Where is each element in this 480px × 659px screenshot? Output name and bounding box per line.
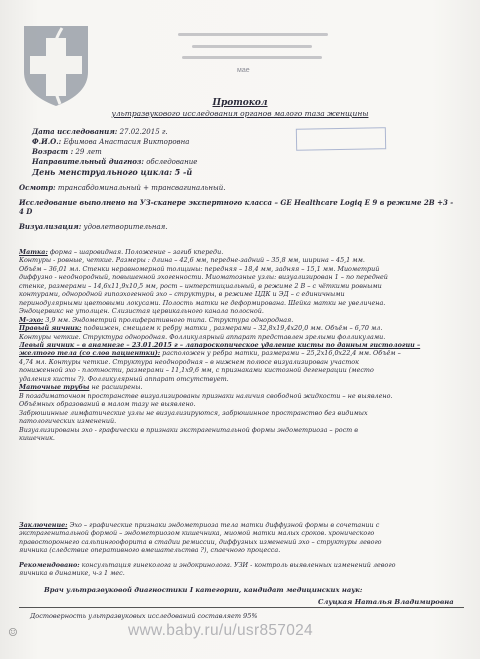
- recommendation-line: [19, 561, 464, 569]
- cycle-row: [32, 168, 192, 178]
- findings-text: В позадиматочном пространстве визуализированы признаки наличия свободной жидкости – не выявлено.: [19, 391, 393, 400]
- findings-line: [19, 417, 464, 425]
- fio-value: Ефимова Анастасия Викторовна: [63, 138, 190, 146]
- fio-label: Ф.И.О.:: [32, 137, 62, 146]
- findings-line: [19, 324, 464, 332]
- watermark-icon: ☺: [8, 626, 18, 639]
- findings-text: расположен у ребра матки, размерами – 25,2х16,0х22,4 мм. Объём –: [160, 349, 401, 358]
- findings-line: [19, 349, 464, 357]
- conclusion-line: экстрагенитальной формой – эндометриозом кишечника, миомой матки малых сроков. хронического: [19, 529, 375, 538]
- recommendation-label: Рекомендовано:: [19, 561, 80, 569]
- age-label: Возраст :: [32, 147, 74, 156]
- findings-text: стенке, размерами – 14,6х11,9х10,5 мм, рост – интерстициальный, в режиме 2 В – с чёткими ровными: [19, 281, 382, 290]
- findings-heading: Правый яичник:: [19, 324, 82, 333]
- findings-line: [19, 434, 464, 442]
- fio-row: [32, 138, 189, 147]
- findings-text: Контуры четкие. Структура однородная. Фолликулярный аппарат представлен зрелыми фолликулами.: [19, 332, 386, 341]
- doctor-role: Врач ультразвуковой диагностики I категории, кандидат медицинских наук:: [44, 586, 363, 594]
- date-row: [32, 128, 168, 137]
- findings-line: [19, 366, 464, 374]
- findings-line: [19, 265, 464, 273]
- visualization-label: Визуализация:: [19, 222, 82, 231]
- recommendation-block: [19, 561, 464, 578]
- conclusion-label: Заключение:: [19, 521, 68, 529]
- findings-text: подвижен, смещаем к ребру матки , размерами – 32,8х19,4х20,0 мм. Объём – 6,70 мл.: [81, 324, 383, 333]
- doctor-name: Слуцкая Наталья Владимировна: [318, 598, 454, 606]
- findings-heading: Матка:: [19, 248, 48, 256]
- findings-text: 4,74 мл. Контуры четкие. Структура неоднородная – в нижнем полюсе визуализирован участок: [19, 357, 359, 366]
- findings-text: не расширены.: [89, 383, 143, 392]
- findings-line: [19, 256, 464, 264]
- findings-line: [19, 358, 464, 366]
- conclusion-line: яичника (следствие оперативного вмешательства ?), спаечного процесса.: [19, 546, 281, 555]
- protocol-subtitle: ультразвукового исследования органов малого таза женщины: [111, 109, 369, 118]
- date-value: 27.02.2015 г.: [119, 128, 168, 136]
- conclusion-line: правостороннего сальпингоофорита в стадии ремиссии, диффузных изменений эхо – структуры левого: [19, 537, 382, 546]
- findings-heading: желтого тела (со слов пациентки):: [19, 349, 161, 358]
- protocol-title: Протокол: [212, 98, 268, 108]
- date-label: Дата исследования:: [32, 127, 118, 136]
- conclusion-block: [19, 521, 464, 555]
- cycle-value: 5 -й: [174, 167, 193, 177]
- findings-line: [19, 375, 464, 383]
- findings-text: Эндоцервикс не утолщен. Слизистая цервикального канала полосной.: [19, 307, 264, 316]
- findings-line: [19, 409, 464, 417]
- findings-line: [19, 299, 464, 307]
- findings-line: [19, 316, 464, 324]
- findings-text: пониженной эхо - плотности, размерами – 11,1х9,6 мм, с признаками кистозной дегенерации (место: [19, 366, 374, 375]
- findings-text: удаления кисты ?). Фолликулярный аппарат отсутствует.: [19, 374, 229, 383]
- findings-heading: М-эхо:: [19, 315, 44, 324]
- stamp: [296, 127, 386, 151]
- accuracy-note: Достоверность ультразвуковых исследований составляет 95%: [30, 612, 258, 620]
- scanner-line-1: Исследование выполнено на УЗ-сканере экспертного класса – GE Healthcare Logiq E 9 в режиме 2В +3 -: [19, 198, 454, 207]
- scanner-line-2: 4 D: [19, 207, 33, 216]
- findings-line: [19, 383, 464, 391]
- findings-block: [19, 248, 464, 442]
- osmotr-row: [19, 184, 225, 193]
- findings-text: Объёмных образований в малом тазу не выявлено.: [19, 400, 196, 409]
- diagnosis-label: Направительный диагноз:: [32, 157, 144, 166]
- findings-text: Визуализированы эхо - графически в признаки экстрагенитальной формы эндометриоза – рост в: [19, 425, 358, 434]
- findings-line: [19, 426, 464, 434]
- findings-text: форма – шаровидная. Положение – загиб кпереди.: [47, 248, 224, 256]
- header-blur-line: [182, 56, 322, 59]
- cycle-label: День менструального цикла:: [32, 167, 173, 177]
- findings-text: диффузно - неоднородный, повышенной эхогенности. Миоматозные узлы: визуализирован 1 – по передней: [19, 273, 388, 282]
- findings-line: [19, 273, 464, 281]
- diagnosis-row: [32, 158, 197, 167]
- visualization-row: [19, 223, 168, 232]
- clinic-logo-icon: [2, 20, 110, 108]
- findings-text: контурами, однородной гипоэхогенной эхо – структуры, в режиме ЦДК и ЭД – с единичными: [19, 290, 345, 299]
- watermark-url: www.baby.ru/u/usr857024: [128, 622, 313, 639]
- findings-text: Контуры - ровные, четкие. Размеры : длина – 42,6 мм, передне-задний – 35,8 мм, ширина – 45,1 мм.: [19, 256, 365, 265]
- findings-line: [19, 248, 464, 256]
- findings-heading: Левый яичник – в анамнезе – 23.01.2015 г – лапароскопическое удаление кисты по данным гистологии –: [19, 340, 421, 349]
- age-value: 29 лет: [75, 148, 102, 156]
- diagnosis-value: обследование: [146, 158, 198, 166]
- findings-line: [19, 392, 464, 400]
- findings-line: [19, 400, 464, 408]
- header-blur-line: [192, 45, 312, 48]
- osmotr-label: Осмотр:: [19, 183, 56, 192]
- recommendation-line: яичника в динамике, ч-з 1 мес.: [19, 569, 125, 578]
- findings-line: [19, 282, 464, 290]
- findings-line: [19, 333, 464, 341]
- signature-divider: [19, 607, 464, 608]
- findings-text: 3,9 мм. Эндометрий пролиферативного типа. Структура однородная.: [43, 315, 294, 324]
- findings-text: перинодулярными цветовыми локусами. Полость матки не деформирована. Шейка матки не увеличена.: [19, 298, 386, 307]
- findings-heading: Маточные трубы: [19, 383, 90, 392]
- findings-text: кишечник.: [19, 433, 55, 442]
- osmotr-value: трансабдоминальный + трансвагинальный.: [57, 184, 226, 192]
- findings-text: патологических изменений.: [19, 417, 117, 426]
- findings-line: [19, 341, 464, 349]
- findings-line: [19, 290, 464, 298]
- conclusion-line: [19, 521, 464, 529]
- header-fragment: мае: [237, 67, 250, 74]
- age-row: [32, 148, 102, 157]
- findings-text: Объём – 36,01 мл. Стенки неравномерной толщины: передняя – 18,4 мм, задняя – 15,1 мм. Миометрий: [19, 264, 380, 273]
- visualization-value: удовлетворительная.: [83, 223, 168, 231]
- recommendation-text: консультация гинеколога и эндокринолога. УЗИ - контроль выявленных изменений левого: [79, 561, 396, 569]
- header-blur-line: [178, 33, 328, 36]
- findings-text: Забрюшинные лимфатические узлы не визуализируются, забрюшинное пространство без видимых: [19, 408, 368, 417]
- conclusion-text: Эхо – графические признаки эндометриоза тела матки диффузной формы в сочетании с: [67, 521, 380, 529]
- findings-line: [19, 307, 464, 315]
